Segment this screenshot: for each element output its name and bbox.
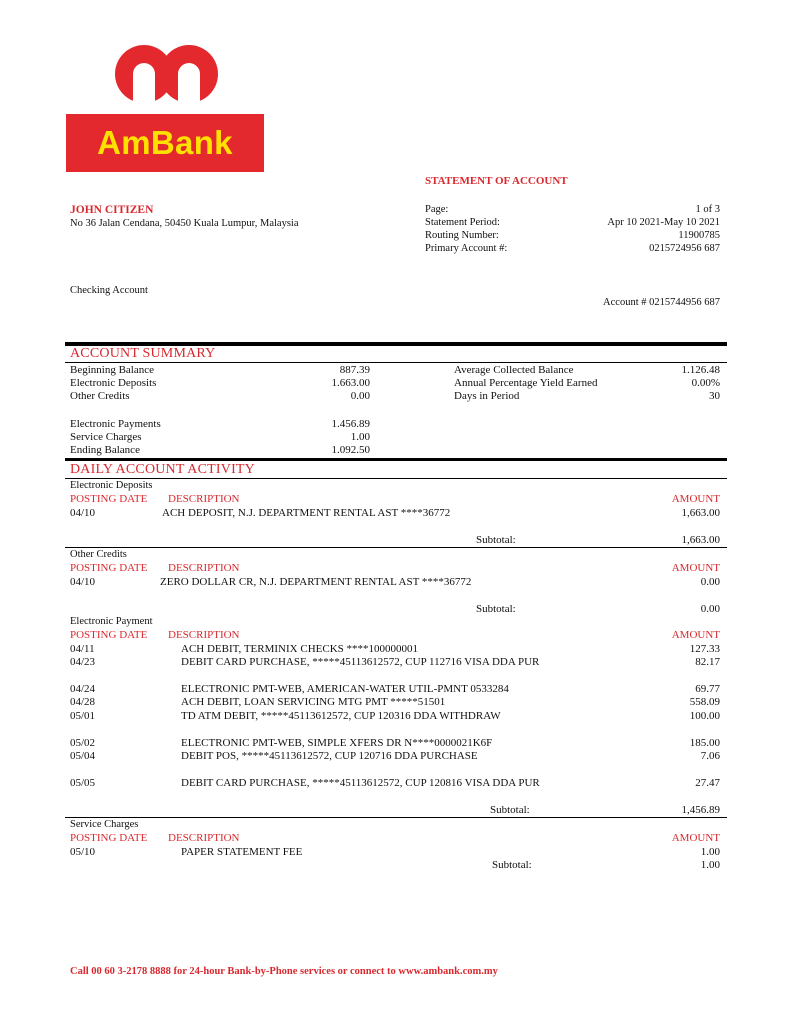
row-date: 04/24 <box>70 683 96 695</box>
col-posting-date: POSTING DATE <box>70 629 148 641</box>
summary-value: 0.00 <box>350 390 370 402</box>
logo-wordmark: AmBank <box>97 124 233 161</box>
row-date: 05/01 <box>70 710 96 722</box>
page-label: Page: <box>425 204 449 215</box>
subtotal-label: Subtotal: <box>476 534 516 546</box>
summary-value: 1.663.00 <box>331 377 370 389</box>
row-amount: 0.00 <box>700 576 720 588</box>
subtotal-value: 0.00 <box>700 603 720 615</box>
col-posting-date: POSTING DATE <box>70 493 148 505</box>
section-rule <box>65 547 727 548</box>
summary-label: Days in Period <box>454 390 520 402</box>
row-description: DEBIT CARD PURCHASE, *****45113612572, CUP 120816 VISA DDA PUR <box>181 777 540 789</box>
summary-value: 30 <box>709 390 720 402</box>
row-description: ACH DEBIT, TERMINIX CHECKS ****100000001 <box>181 643 419 655</box>
daily-activity-title: DAILY ACCOUNT ACTIVITY <box>70 462 255 477</box>
routing-value: 11900785 <box>678 230 720 241</box>
col-description: DESCRIPTION <box>168 629 240 641</box>
subtotal-label: Subtotal: <box>490 804 530 816</box>
col-amount: AMOUNT <box>671 832 720 844</box>
row-description: DEBIT CARD PURCHASE, *****45113612572, CUP 112716 VISA DDA PUR <box>181 656 540 668</box>
section-title: Service Charges <box>70 819 139 830</box>
row-date: 05/04 <box>70 750 96 762</box>
section-title: Other Credits <box>70 549 127 560</box>
row-description: ZERO DOLLAR CR, N.J. DEPARTMENT RENTAL AST ****36772 <box>160 576 472 588</box>
summary-sub-rule <box>65 362 727 363</box>
row-date: 05/02 <box>70 737 96 749</box>
period-label: Statement Period: <box>425 217 500 228</box>
summary-value: 1.092.50 <box>331 444 370 456</box>
row-amount: 1,663.00 <box>681 507 720 519</box>
row-amount: 558.09 <box>689 696 720 708</box>
footer-contact: Call 00 60 3-2178 8888 for 24-hour Bank-by-Phone services or connect to www.ambank.com.my <box>70 966 498 977</box>
account-summary-title: ACCOUNT SUMMARY <box>70 346 216 361</box>
summary-value: 1.00 <box>350 431 370 443</box>
summary-value: 0.00% <box>691 377 720 389</box>
row-date: 04/10 <box>70 576 96 588</box>
row-amount: 27.47 <box>695 777 720 789</box>
row-date: 04/23 <box>70 656 96 668</box>
row-date: 05/05 <box>70 777 96 789</box>
summary-label: Ending Balance <box>70 444 140 456</box>
row-amount: 185.00 <box>689 737 720 749</box>
summary-label: Average Collected Balance <box>454 364 574 376</box>
ambank-logo <box>66 40 266 174</box>
row-date: 04/11 <box>70 643 95 655</box>
summary-value: 1.126.48 <box>681 364 720 376</box>
summary-label: Electronic Payments <box>70 418 161 430</box>
summary-label: Service Charges <box>70 431 142 443</box>
summary-value: 887.39 <box>339 364 370 376</box>
col-description: DESCRIPTION <box>168 562 240 574</box>
subtotal-value: 1.00 <box>700 859 720 871</box>
row-date: 04/10 <box>70 507 96 519</box>
row-description: ELECTRONIC PMT-WEB, AMERICAN-WATER UTIL-PMNT 0533284 <box>181 683 509 695</box>
activity-top-rule <box>65 458 727 461</box>
account-number-line: Account # 0215744956 687 <box>603 297 720 308</box>
row-amount: 82.17 <box>695 656 720 668</box>
row-description: TD ATM DEBIT, *****45113612572, CUP 120316 DDA WITHDRAW <box>181 710 501 722</box>
row-amount: 127.33 <box>689 643 720 655</box>
section-title: Electronic Deposits <box>70 480 153 491</box>
row-amount: 100.00 <box>689 710 720 722</box>
account-type: Checking Account <box>70 285 148 296</box>
row-description: ACH DEPOSIT, N.J. DEPARTMENT RENTAL AST ****36772 <box>162 507 451 519</box>
row-date: 05/10 <box>70 846 96 858</box>
section-rule <box>65 817 727 818</box>
row-amount: 1.00 <box>700 846 720 858</box>
col-amount: AMOUNT <box>671 493 720 505</box>
summary-label: Other Credits <box>70 390 130 402</box>
page-value: 1 of 3 <box>695 204 720 215</box>
col-description: DESCRIPTION <box>168 832 240 844</box>
customer-address: No 36 Jalan Cendana, 50450 Kuala Lumpur, Malaysia <box>70 218 299 229</box>
ambank-mark-icon <box>66 40 266 114</box>
col-description: DESCRIPTION <box>168 493 240 505</box>
col-posting-date: POSTING DATE <box>70 832 148 844</box>
summary-value: 1.456.89 <box>331 418 370 430</box>
activity-sub-rule <box>65 478 727 479</box>
row-amount: 7.06 <box>700 750 720 762</box>
period-value: Apr 10 2021-May 10 2021 <box>607 217 720 228</box>
row-date: 04/28 <box>70 696 96 708</box>
row-amount: 69.77 <box>695 683 720 695</box>
col-amount: AMOUNT <box>671 562 720 574</box>
subtotal-value: 1,663.00 <box>681 534 720 546</box>
subtotal-label: Subtotal: <box>492 859 532 871</box>
row-description: ACH DEBIT, LOAN SERVICING MTG PMT *****51501 <box>181 696 446 708</box>
subtotal-value: 1,456.89 <box>681 804 720 816</box>
routing-label: Routing Number: <box>425 230 499 241</box>
summary-label: Electronic Deposits <box>70 377 157 389</box>
col-amount: AMOUNT <box>671 629 720 641</box>
customer-name: JOHN CITIZEN <box>70 204 154 216</box>
summary-label: Beginning Balance <box>70 364 155 376</box>
row-description: PAPER STATEMENT FEE <box>181 846 303 858</box>
col-posting-date: POSTING DATE <box>70 562 148 574</box>
subtotal-label: Subtotal: <box>476 603 516 615</box>
statement-title: STATEMENT OF ACCOUNT <box>425 175 568 187</box>
primary-account-label: Primary Account #: <box>425 243 508 254</box>
primary-account-value: 0215724956 687 <box>649 243 720 254</box>
summary-label: Annual Percentage Yield Earned <box>454 377 598 389</box>
row-description: ELECTRONIC PMT-WEB, SIMPLE XFERS DR N****0000021K6F <box>181 737 493 749</box>
row-description: DEBIT POS, *****45113612572, CUP 120716 DDA PURCHASE <box>181 750 478 762</box>
section-title: Electronic Payment <box>70 616 153 627</box>
